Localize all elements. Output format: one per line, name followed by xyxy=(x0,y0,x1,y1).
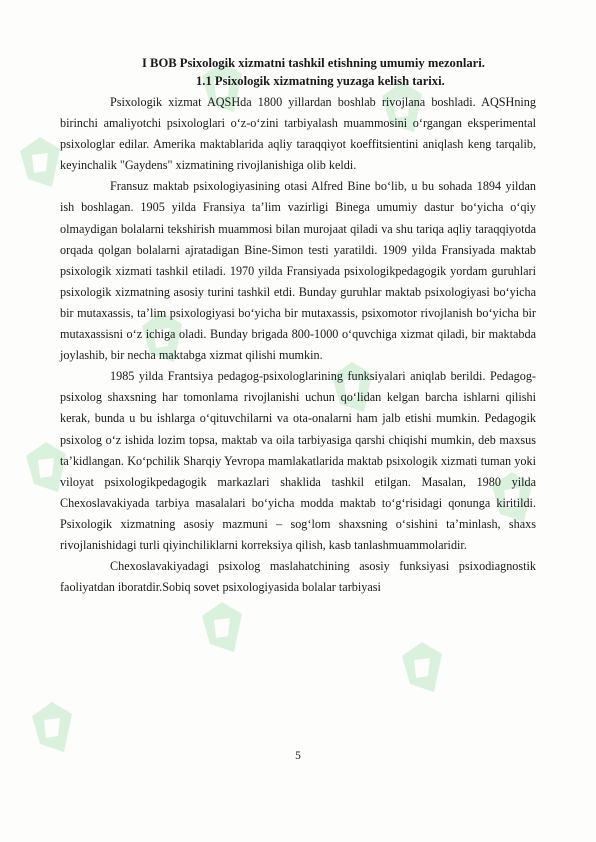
page-number: 5 xyxy=(295,750,301,762)
paragraph: Psixologik xizmat AQSHda 1800 yillardan boshlab rivojlana boshladi. AQSHning birinchi amaliyotchi psixologlari o‘z-o‘zini tarbiyalash muammosini o‘rgangan eksperimental psixologlar edilar. Amerika maktablarida aqliy taraqqiyot koeffitsientini aniqlash keng tarqalib, keyinchalik "Gaydens" xizmatining rivojlanishiga olib keldi. xyxy=(60,95,536,173)
paragraph: 1985 yilda Frantsiya pedagog-psixologlarining funksiyalari aniqlab berildi. Pedagog-psixolog shaxsning har tomonlama rivojlanishi uchun qo‘lidan kelgan barcha ishlarni qilishi kerak, bunda u bu ishlarga o‘qituvchilarni va ota-onalarni ham jalb etishi mumkin. Pedagogik psixolog o‘z ishida lozim topsa, maktab va oila tarbiyasiga qarshi chiqishi mumkin, deb maxsus ta’kidlangan. Ko‘pchilik Sharqiy Yevropa mamlakatlarida maktab psixologik xizmati tuman yoki viloyat psixologikpedagogik markazlari shaklida tashkil etilgan. Masalan, 1980 yilda Chexoslavakiyada tarbiya masalalari bo‘yicha modda maktab to‘g‘risidagi qonunga kiritildi. Psixologik xizmatning asosiy mazmuni – sog‘lom shaxsning o‘sishini ta’minlash, shaxs rivojlanishidagi turli qiyinchiliklarni korreksiya qilish, kasb tanlashmuammolaridir. xyxy=(60,369,536,552)
paragraph: Fransuz maktab psixologiyasining otasi Alfred Bine bo‘lib, u bu sohada 1894 yildan ish boshlagan. 1905 yilda Fransiya ta’lim vazirligi Binega umumiy dastur bo‘yicha o‘qiy olmaydigan bolalarni tekshirish muammosi bilan murojaat qiladi va shu tariqa aqliy taraqqiyotda orqada qolgan bolalarni ajratadigan Bine-Simon testi yaratildi. 1909 yilda Fransiyada maktab psixologik xizmati tashkil etiladi. 1970 yilda Fransiyada psixologikpedagogik yordam guruhlari psixologik xizmatning asosiy turini tashkil etdi. Bunday guruhlar maktab psixologiyasi bo‘yicha bir mutaxassis, ta’lim psixologiyasi bo‘yicha bir mutaxassis, psixomotor rivojlanish bo‘yicha bir mutaxassisni o‘z ichiga oladi. Bunday brigada 800-1000 o‘quvchiga xizmat qiladi, bir maktabda joylashib, bir necha maktabga xizmat qilishi mumkin. xyxy=(60,179,536,363)
chapter-heading: I BOB Psixologik xizmatni tashkil etishning umumiy mezonlari. xyxy=(142,56,485,70)
watermark-logo xyxy=(30,700,74,754)
section-heading: 1.1 Psixologik xizmatning yuzaga kelish tarixi. xyxy=(196,74,445,88)
watermark-logo xyxy=(18,135,62,189)
paragraph: Chexoslavakiyadagi psixolog maslahatchining asosiy funksiyasi psixodiagnostik faoliyatdan iboratdir.Sobiq sovet psixologiyasida bolalar tarbiyasi xyxy=(60,559,536,595)
page-content xyxy=(60,50,536,598)
watermark-logo xyxy=(400,640,444,694)
watermark-logo xyxy=(200,600,244,654)
